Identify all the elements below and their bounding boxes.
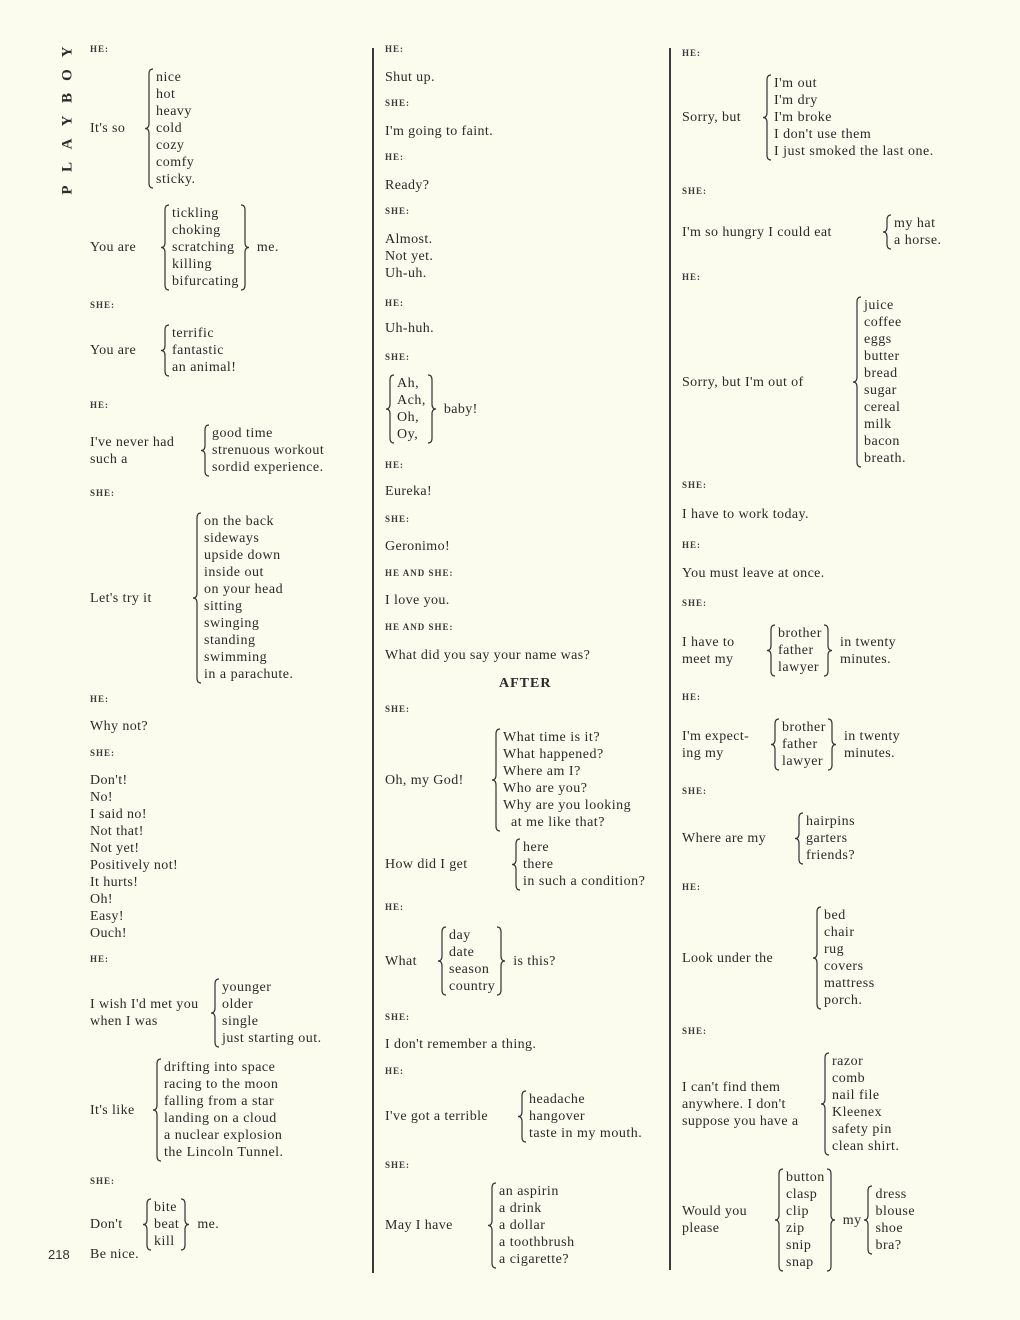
choice-block <box>680 812 855 865</box>
speaker-label: SHE: <box>682 598 708 608</box>
dialogue-line: Positively not! <box>90 858 179 873</box>
sentence-prefix: Don't <box>90 1217 123 1232</box>
left-brace <box>764 624 778 677</box>
sentence-prefix: May I have <box>385 1218 453 1233</box>
dialogue-line: It hurts! <box>90 875 139 890</box>
dialogue-line: Not that! <box>90 824 144 839</box>
choice-block <box>383 1090 642 1143</box>
sentence-prefix: I have to meet my <box>682 634 735 667</box>
dialogue-line: Ouch! <box>90 926 127 941</box>
left-brace <box>810 906 824 1010</box>
option-list <box>864 297 906 467</box>
sentence-suffix: me. <box>197 1217 220 1232</box>
option-word: brother <box>778 626 822 641</box>
option-word: younger <box>222 980 272 995</box>
sentence-prefix: Look under the <box>682 950 774 966</box>
sentence-suffix: is this? <box>513 953 556 969</box>
option-word: season <box>449 962 490 977</box>
option-word: safety pin <box>832 1122 892 1137</box>
option-word: comb <box>832 1071 866 1086</box>
right-brace <box>495 926 509 996</box>
option-list <box>154 1199 179 1250</box>
speaker-label: HE AND SHE: <box>385 568 454 578</box>
option-list <box>503 729 631 831</box>
left-brace <box>850 296 864 468</box>
left-brace <box>150 1058 164 1162</box>
option-list <box>786 1169 825 1271</box>
left-brace <box>158 324 172 377</box>
option-list <box>156 69 196 188</box>
right-brace <box>426 374 440 444</box>
sentence-prefix: Oh, my God! <box>385 772 464 788</box>
option-word: a drink <box>499 1201 542 1216</box>
option-word: brother <box>782 720 826 735</box>
option-list <box>172 205 239 290</box>
option-word: Ah, <box>397 376 420 391</box>
option-word: milk <box>864 417 892 432</box>
option-word: clip <box>786 1204 809 1219</box>
option-word: country <box>449 979 496 994</box>
option-word: lawyer <box>778 660 820 675</box>
right-brace <box>239 204 253 291</box>
left-brace <box>509 838 523 891</box>
option-word: juice <box>864 298 894 313</box>
option-list <box>222 979 322 1047</box>
option-word: killing <box>172 257 213 272</box>
option-word: the Lincoln Tunnel. <box>164 1145 284 1160</box>
option-word: shoe <box>875 1221 904 1236</box>
sentence-prefix: I'm expect-ing my <box>682 728 750 761</box>
option-word: clasp <box>786 1187 818 1202</box>
option-word: a horse. <box>894 233 942 248</box>
option-list <box>875 1186 915 1254</box>
option-word: strenuous workout <box>212 443 325 458</box>
left-brace <box>140 1198 154 1251</box>
option-word: dress <box>875 1187 907 1202</box>
option-word: mattress <box>824 976 875 991</box>
left-brace <box>190 512 204 684</box>
sentence-prefix: Where are my <box>682 831 767 846</box>
option-list <box>204 513 294 683</box>
speaker-label: SHE: <box>90 300 116 310</box>
option-word: a dollar <box>499 1218 546 1233</box>
option-word: older <box>222 997 254 1012</box>
option-word: I just smoked the last one. <box>774 144 934 159</box>
sentence-prefix: I've got a terrible <box>385 1109 489 1124</box>
option-word: here <box>523 840 550 855</box>
option-word: single <box>222 1014 259 1029</box>
option-word: cozy <box>156 138 185 153</box>
option-word: Kleenex <box>832 1105 883 1120</box>
option-word: sideways <box>204 531 260 546</box>
speaker-label: HE: <box>90 400 110 410</box>
choice-block <box>680 296 906 468</box>
masthead-letter: Y <box>59 45 76 58</box>
option-word: scratching <box>172 240 235 255</box>
page-number: 218 <box>48 1247 70 1262</box>
option-word: on your head <box>204 582 284 597</box>
option-word: friends? <box>806 848 856 863</box>
choice-block <box>680 1052 899 1156</box>
speaker-label: HE: <box>682 540 702 550</box>
left-brace <box>198 424 212 477</box>
option-word: inside out <box>204 565 264 580</box>
option-word: racing to the moon <box>164 1077 279 1092</box>
dialogue-line: What did you say your name was? <box>385 648 591 663</box>
option-word: nail file <box>832 1088 880 1103</box>
speaker-label: SHE: <box>682 186 708 196</box>
option-list <box>172 325 236 376</box>
option-list <box>806 813 855 864</box>
option-word: choking <box>172 223 221 238</box>
option-word: an animal! <box>172 360 237 375</box>
option-word: headache <box>529 1092 586 1107</box>
option-word: garters <box>806 831 848 846</box>
option-word: standing <box>204 633 256 648</box>
masthead-letter: Y <box>59 114 76 127</box>
speaker-label: HE: <box>90 694 110 704</box>
choice-block <box>88 1198 219 1251</box>
option-word: hairpins <box>806 814 856 829</box>
speaker-label: HE: <box>385 902 405 912</box>
speaker-label: SHE: <box>385 1160 411 1170</box>
option-word: zip <box>786 1221 805 1236</box>
option-word: in such a condition? <box>523 874 646 889</box>
dialogue-line: Not yet! <box>90 841 140 856</box>
masthead-letter: B <box>59 92 76 104</box>
left-brace <box>760 74 774 161</box>
left-brace <box>515 1090 529 1143</box>
speaker-label: HE: <box>90 44 110 54</box>
option-list <box>499 1183 575 1268</box>
option-list <box>782 719 826 770</box>
right-brace <box>826 718 840 771</box>
sentence-prefix: It's like <box>90 1102 135 1118</box>
option-word: I'm dry <box>774 93 818 108</box>
dialogue-line: Be nice. <box>90 1247 140 1262</box>
choice-block <box>88 424 324 477</box>
choice-block <box>88 1058 284 1162</box>
masthead <box>58 40 78 201</box>
sentence-suffix: in twenty minutes. <box>843 728 901 761</box>
option-word: sugar <box>864 383 897 398</box>
choice-block <box>88 68 196 189</box>
masthead-letter: A <box>59 137 76 150</box>
choice-block <box>88 324 236 377</box>
option-list <box>397 375 426 443</box>
option-word: coffee <box>864 315 902 330</box>
choice-block <box>383 1182 575 1269</box>
option-word: swimming <box>204 650 268 665</box>
sentence-prefix: Sorry, but I'm out of <box>682 374 804 390</box>
speaker-label: HE: <box>385 1066 405 1076</box>
option-word: snap <box>786 1255 814 1270</box>
option-word: bite <box>154 1200 177 1215</box>
left-brace <box>383 374 397 444</box>
option-word: father <box>778 643 814 658</box>
sentence-prefix: I wish I'd met you when I was <box>90 997 199 1029</box>
option-word: bread <box>864 366 898 381</box>
option-word: my hat <box>894 216 936 231</box>
choice-block <box>680 906 875 1010</box>
option-word: fantastic <box>172 343 224 358</box>
option-word: day <box>449 928 471 943</box>
option-word: nice <box>156 70 182 85</box>
option-word: covers <box>824 959 864 974</box>
option-word: at me like that? <box>503 815 605 830</box>
option-word: tickling <box>172 206 219 221</box>
option-word: Ach, <box>397 393 426 408</box>
dialogue-line: Uh-huh. <box>385 321 435 336</box>
choice-block <box>383 838 645 891</box>
left-brace <box>772 1168 786 1272</box>
sentence-prefix: Would you please <box>682 1204 748 1236</box>
left-brace <box>861 1185 875 1255</box>
sentence-prefix: It's so <box>90 121 126 136</box>
choice-block <box>383 926 556 996</box>
speaker-label: HE: <box>682 272 702 282</box>
speaker-label: HE: <box>682 882 702 892</box>
option-word: there <box>523 857 554 872</box>
option-word: a nuclear explosion <box>164 1128 283 1143</box>
option-word: date <box>449 945 475 960</box>
option-word: Who are you? <box>503 781 588 796</box>
sentence-prefix: What <box>385 953 417 969</box>
dialogue-line: You must leave at once. <box>682 566 825 581</box>
option-word: Where am I? <box>503 764 581 779</box>
dialogue-line: Eureka! <box>385 484 433 499</box>
option-list <box>164 1059 284 1161</box>
choice-block <box>680 718 920 771</box>
option-word: terrific <box>172 326 215 341</box>
dialogue-line: I have to work today. <box>682 507 809 522</box>
option-list <box>529 1091 642 1142</box>
choice-block <box>383 728 631 832</box>
option-list <box>523 839 645 890</box>
column-rule <box>372 48 374 1273</box>
choice-block <box>88 512 294 684</box>
choice-block <box>88 204 279 291</box>
option-word: Oy, <box>397 427 419 442</box>
left-brace <box>792 812 806 865</box>
dialogue-line: I don't remember a thing. <box>385 1037 537 1052</box>
option-word: rug <box>824 942 845 957</box>
option-word: father <box>782 737 818 752</box>
sentence-prefix: Sorry, but <box>682 110 742 125</box>
option-word: chair <box>824 925 855 940</box>
dialogue-line: Not yet. <box>385 249 434 264</box>
sentence-suffix: my <box>842 1212 862 1228</box>
masthead-letter: P <box>59 184 76 195</box>
option-word: upside down <box>204 548 281 563</box>
option-word: I'm out <box>774 76 817 91</box>
choice-block <box>383 374 478 444</box>
speaker-label: HE: <box>385 152 405 162</box>
option-list <box>894 215 942 249</box>
option-word: razor <box>832 1054 864 1069</box>
choice-block <box>88 978 322 1048</box>
option-list <box>449 927 495 995</box>
sentence-prefix: I've never had such a <box>90 434 175 467</box>
left-brace <box>485 1182 499 1269</box>
option-list <box>778 625 822 676</box>
column-rule <box>669 48 671 1270</box>
option-list <box>774 75 934 160</box>
option-word: blouse <box>875 1204 916 1219</box>
option-word: a cigarette? <box>499 1252 570 1267</box>
speaker-label: SHE: <box>90 488 116 498</box>
dialogue-line: Almost. <box>385 232 433 247</box>
left-brace <box>435 926 449 996</box>
speaker-label: HE: <box>385 298 405 308</box>
choice-block <box>680 214 942 250</box>
left-brace <box>158 204 172 291</box>
dialogue-line: Easy! <box>90 909 124 924</box>
option-list <box>212 425 324 476</box>
right-brace <box>825 1168 839 1272</box>
speaker-label: HE: <box>385 460 405 470</box>
option-word: Oh, <box>397 410 420 425</box>
speaker-label: SHE: <box>385 98 411 108</box>
option-word: clean shirt. <box>832 1139 900 1154</box>
option-word: I'm broke <box>774 110 832 125</box>
option-word: What time is it? <box>503 730 601 745</box>
option-word: bacon <box>864 434 900 449</box>
option-word: cold <box>156 121 183 136</box>
option-word: bra? <box>875 1238 902 1253</box>
option-word: beat <box>154 1217 180 1232</box>
option-word: What happened? <box>503 747 604 762</box>
sentence-prefix: I'm so hungry I could eat <box>682 224 832 240</box>
option-word: hot <box>156 87 176 102</box>
sentence-prefix: You are <box>90 240 137 255</box>
dialogue-line: Oh! <box>90 892 113 907</box>
left-brace <box>208 978 222 1048</box>
sentence-suffix: me. <box>256 240 279 255</box>
option-word: in a parachute. <box>204 667 294 682</box>
speaker-label: HE: <box>682 692 702 702</box>
dialogue-line: I said no! <box>90 807 147 822</box>
speaker-label: HE AND SHE: <box>385 622 454 632</box>
sentence-suffix: in twenty minutes. <box>839 634 897 667</box>
speaker-label: HE: <box>682 48 702 58</box>
option-list <box>824 907 875 1009</box>
left-brace <box>880 214 894 250</box>
option-word: bifurcating <box>172 274 239 289</box>
right-brace <box>822 624 836 677</box>
speaker-label: HE: <box>90 954 110 964</box>
dialogue-line: I love you. <box>385 593 450 608</box>
option-word: porch. <box>824 993 863 1008</box>
choice-block <box>680 74 934 161</box>
dialogue-line: Shut up. <box>385 70 435 85</box>
option-list <box>832 1053 899 1155</box>
option-word: comfy <box>156 155 195 170</box>
speaker-label: HE: <box>385 44 405 54</box>
option-word: I don't use them <box>774 127 872 142</box>
choice-block <box>680 1168 915 1272</box>
dialogue-line: Geronimo! <box>385 539 451 554</box>
option-word: breath. <box>864 451 906 466</box>
speaker-label: SHE: <box>385 352 411 362</box>
dialogue-line: Uh-uh. <box>385 266 427 281</box>
speaker-label: SHE: <box>682 480 708 490</box>
section-heading: AFTER <box>499 676 552 691</box>
dialogue-line: Don't! <box>90 773 128 788</box>
dialogue-line: No! <box>90 790 113 805</box>
right-brace <box>179 1198 193 1251</box>
left-brace <box>768 718 782 771</box>
masthead-letter: O <box>59 68 76 81</box>
speaker-label: SHE: <box>385 1012 411 1022</box>
sentence-suffix: baby! <box>443 401 478 417</box>
speaker-label: SHE: <box>385 514 411 524</box>
sentence-prefix: Let's try it <box>90 590 152 606</box>
option-word: landing on a cloud <box>164 1111 277 1126</box>
speaker-label: SHE: <box>682 1026 708 1036</box>
speaker-label: SHE: <box>682 786 708 796</box>
option-word: on the back <box>204 514 275 529</box>
option-word: sticky. <box>156 172 196 187</box>
option-word: cereal <box>864 400 901 415</box>
left-brace <box>489 728 503 832</box>
option-word: good time <box>212 426 273 441</box>
speaker-label: SHE: <box>90 1176 116 1186</box>
dialogue-line: I'm going to faint. <box>385 124 494 139</box>
sentence-prefix: You are <box>90 343 137 358</box>
option-word: a toothbrush <box>499 1235 575 1250</box>
sentence-prefix: How did I get <box>385 857 468 872</box>
speaker-label: SHE: <box>385 704 411 714</box>
choice-block <box>680 624 916 677</box>
left-brace <box>818 1052 832 1156</box>
speaker-label: SHE: <box>385 206 411 216</box>
option-word: snip <box>786 1238 812 1253</box>
masthead-letter: L <box>59 161 76 173</box>
option-word: falling from a star <box>164 1094 275 1109</box>
option-word: Why are you looking <box>503 798 632 813</box>
option-word: heavy <box>156 104 192 119</box>
option-word: kill <box>154 1234 175 1249</box>
speaker-label: SHE: <box>90 748 116 758</box>
option-word: sordid experience. <box>212 460 324 475</box>
option-word: taste in my mouth. <box>529 1126 643 1141</box>
option-word: an aspirin <box>499 1184 559 1199</box>
option-word: sitting <box>204 599 243 614</box>
option-word: lawyer <box>782 754 824 769</box>
dialogue-line: Why not? <box>90 719 149 734</box>
option-word: hangover <box>529 1109 586 1124</box>
option-word: drifting into space <box>164 1060 276 1075</box>
option-word: eggs <box>864 332 892 347</box>
option-word: swinging <box>204 616 260 631</box>
option-word: just starting out. <box>222 1031 322 1046</box>
option-word: butter <box>864 349 900 364</box>
sentence-prefix: I can't find them anywhere. I don't suppose you have a <box>682 1079 799 1129</box>
option-word: button <box>786 1170 825 1185</box>
left-brace <box>142 68 156 189</box>
option-word: bed <box>824 908 846 923</box>
dialogue-line: Ready? <box>385 178 430 193</box>
